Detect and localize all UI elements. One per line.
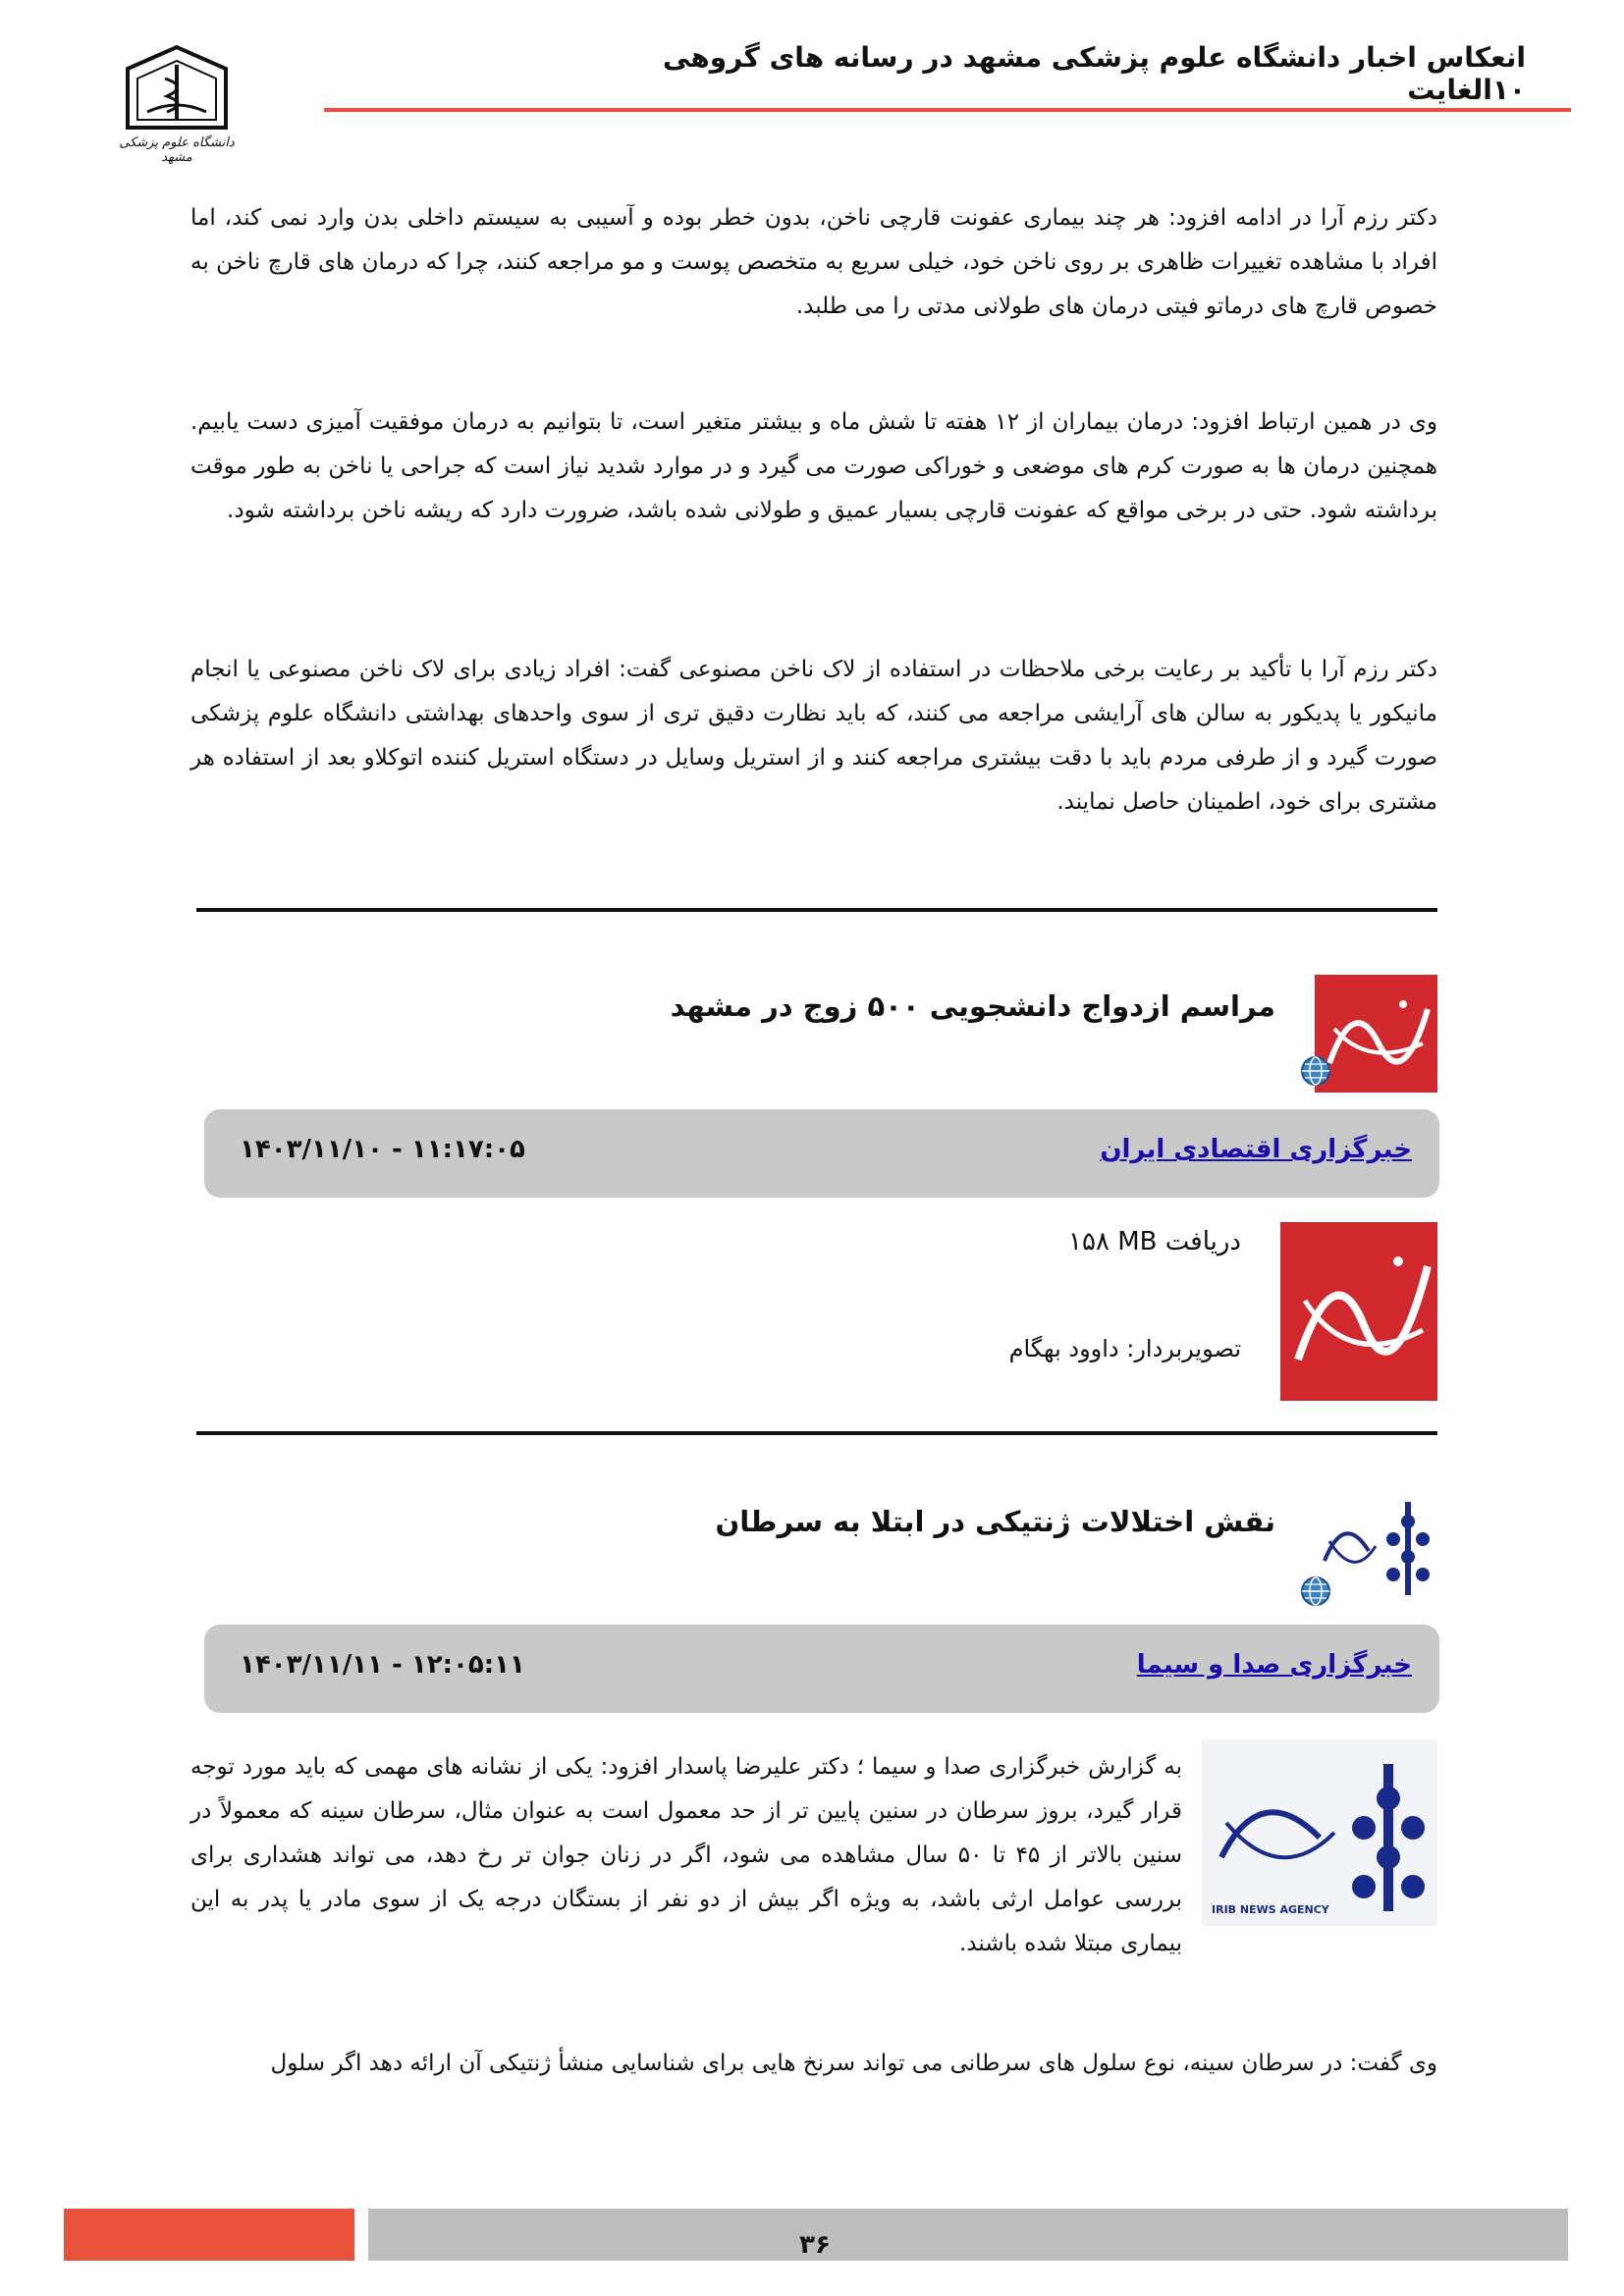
footer-bar [368,2209,1568,2261]
news-agency-logo [1315,975,1437,1093]
footer-accent-bar [64,2209,354,2261]
paragraph: وی در همین ارتباط افزود: درمان بیماران از ۱۲ هفته تا شش ماه و بیشتر متغیر است، تا بتوانیم به درمان موفقیت آمیزی دست یابیم. همچنین درمان ها به صورت کرم های موضعی و خوراکی صورت می گیرد و در موارد شدید نیاز است که جراحی یا ناخن به طور موقت برداشته شود. حتی در برخی مواقع که عفونت قارچی بسیار عمیق و طولانی شده باشد، ضرورت دارد که ریشه ناخن برداشته شود. [190,409,1437,523]
header-rule [324,108,1571,112]
news-source-link[interactable]: خبرگزاری اقتصادی ایران [1100,1135,1412,1164]
section-separator [196,1431,1437,1435]
paragraph: به گزارش خبرگزاری صدا و سیما ؛ دکتر علیرضا پاسدار افزود: یکی از نشانه های مهمی که باید مورد توجه قرار گیرد، بروز سرطان در سنین پایین تر از حد معمول است به عنوان مثال، سرطان سینه که معمولاً در سنین بالاتر از ۴۵ تا ۵۰ سال مشاهده می شود، اگر در زنان جوان تر رخ دهد، می تواند هشداری برای بررسی عوامل ارثی باشد، به ویژه اگر بیش از دو نفر از بستگان درجه یک از سوی مادر یا پدر به این بیماری مبتلا شده باشند. [190,1754,1183,1956]
news-datetime: ۱۴۰۳/۱۱/۱۱ - ۱۲:۰۵:۱۱ [240,1650,525,1680]
university-logo-text: دانشگاه علوم پزشکی مشهد [119,135,235,165]
globe-icon [1300,1055,1331,1087]
news-title: نقش اختلالات ژنتیکی در ابتلا به سرطان [715,1505,1275,1538]
download-info [1068,1227,1241,1256]
news-source-link[interactable]: خبرگزاری صدا و سیما [1136,1650,1412,1680]
download-label: دریافت [1164,1227,1241,1256]
news-image-caption: IRIB NEWS AGENCY [1212,1903,1329,1916]
paragraph: وی گفت: در سرطان سینه، نوع سلول های سرطانی می تواند سرنخ هایی برای شناسایی منشأ ژنتیکی آن ارائه دهد اگر سلول [270,2051,1437,2076]
news-datetime: ۱۴۰۳/۱۱/۱۰ - ۱۱:۱۷:۰۵ [240,1135,525,1164]
download-size: ۱۵۸ MB [1068,1227,1158,1256]
page-title: انعکاس اخبار دانشگاه علوم پزشکی مشهد در رسانه های گروهی ۱۰الغایت [662,41,1526,106]
page-number: ۳۶ [799,2230,831,2260]
globe-icon [1300,1575,1331,1607]
news-title: مراسم ازدواج دانشجویی ۵۰۰ زوج در مشهد [670,989,1275,1023]
news-image [1202,1739,1437,1926]
news-image [1280,1222,1437,1401]
university-logo [108,39,245,177]
paragraph: دکتر رزم آرا با تأکید بر رعایت برخی ملاحظات در استفاده از لاک ناخن مصنوعی گفت: افراد زیادی برای لاک ناخن مصنوعی یا انجام مانیکور یا پدیکور به سالن های آرایشی مراجعه می کنند، که باید نظارت دقیق تری از سوی واحدهای بهداشتی دانشگاه علوم پزشکی صورت گیرد و از طرفی مردم باید با دقت بیشتری مراجعه کنند و از استریل وسایل در دستگاه استریل کننده اتوکلاو بعد از استفاده هر مشتری برای خود، اطمینان حاصل نمایند. [190,657,1437,815]
photographer-credit: تصویربردار: داوود بهگام [1008,1335,1241,1362]
paragraph: دکتر رزم آرا در ادامه افزود: هر چند بیماری عفونت قارچی ناخن، بدون خطر بوده و آسیبی به سیستم داخلی بدن وارد نمی کند، اما افراد با مشاهده تغییرات ظاهری بر روی ناخن خود، خیلی سریع به متخصص پوست و مو مراجعه کنند، چرا که درمان های قارچ ناخن به خصوص قارچ های درماتو فیتی درمان های طولانی مدتی را می طلبد. [190,205,1437,319]
news-agency-logo [1315,1492,1437,1610]
news-source-bar [204,1109,1439,1198]
news-source-bar [204,1625,1439,1713]
section-separator [196,908,1437,912]
